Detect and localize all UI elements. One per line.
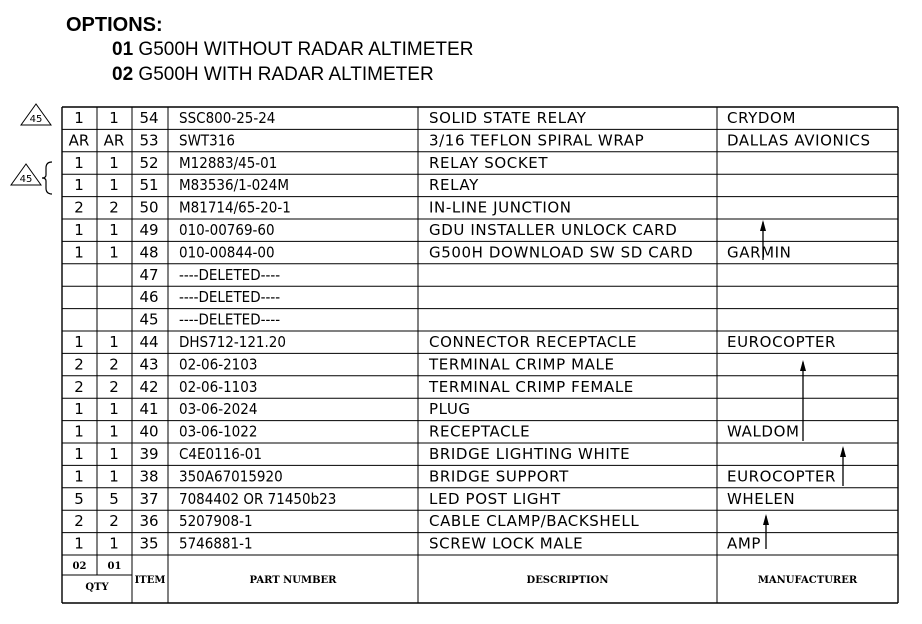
table-row [74,154,548,172]
option-text: G500H WITHOUT RADAR ALTIMETER [138,39,474,60]
description-cell: RELAY SOCKET [429,153,549,172]
table-row [139,266,280,284]
item-number-cell: 49 [139,221,159,239]
revision-flag [21,104,51,125]
item-number-cell: 45 [139,310,159,329]
item-number-cell: 40 [139,422,159,441]
manufacturer-header: MANUFACTURER [757,575,858,586]
options-title: OPTIONS: [66,14,163,36]
qty-01-cell: 1 [109,221,119,239]
table-row [74,445,630,463]
description-cell: BRIDGE LIGHTING WHITE [429,445,631,463]
qty-01-cell: AR [103,131,125,150]
leader-arrow [763,514,769,549]
description-cell: PLUG [429,400,471,419]
qty-02-cell: 2 [74,355,84,374]
arrowhead-icon [800,360,806,371]
qty-01-cell: 1 [109,333,119,351]
manufacturer-cell: EUROCOPTER [727,467,837,486]
qty-01-cell: 2 [109,512,119,531]
table-row [74,109,796,127]
revision-flag-label: 45 [29,114,43,125]
item-number-cell: 50 [139,198,159,217]
qty-02-header: 02 [72,561,87,572]
description-cell: SCREW LOCK MALE [429,534,584,553]
revision-flag-label: 45 [19,174,33,185]
table-row [74,243,791,261]
qty-02-cell: 1 [74,333,84,351]
description-cell: BRIDGE SUPPORT [429,467,569,486]
qty-01-cell: 2 [109,198,119,217]
option-code: 01 [112,39,134,60]
qty-02-cell: 2 [74,198,84,217]
part-number-cell: DHS712-121.20 [179,333,286,351]
item-number-cell: 38 [139,467,159,486]
qty-01-cell: 1 [109,534,119,553]
arrowhead-icon [763,514,769,525]
qty-header: QTY [85,582,109,593]
part-number-cell: 7084402 OR 71450b23 [179,489,337,508]
manufacturer-cell: GARMIN [727,243,792,262]
arrowhead-icon [840,446,846,457]
table-row [74,512,639,530]
description-cell: RECEPTACLE [429,422,531,441]
part-number-cell: ----DELETED---- [179,310,281,329]
manufacturer-cell: WALDOM [727,422,800,441]
qty-02-cell: AR [68,131,90,150]
qty-02-cell: 1 [74,109,84,127]
table-row [69,131,871,149]
qty-01-cell: 1 [109,109,119,127]
qty-01-cell: 1 [109,445,119,463]
part-number-cell: 5746881-1 [179,534,253,553]
table-row [74,467,836,485]
qty-02-cell: 1 [74,400,84,419]
description-cell: CONNECTOR RECEPTACLE [429,333,638,351]
option-text: G500H WITH RADAR ALTIMETER [138,64,434,85]
revision-flag [11,164,41,185]
item-number-cell: 35 [139,534,159,553]
part-number-cell: 03-06-1022 [179,422,258,441]
item-number-cell: 43 [139,355,159,374]
item-number-cell: 39 [139,445,159,463]
description-cell: TERMINAL CRIMP MALE [429,355,615,374]
item-number-cell: 46 [139,288,159,307]
leader-arrow [840,446,846,486]
description-cell: SOLID STATE RELAY [429,109,587,127]
description-cell: CABLE CLAMP/BACKSHELL [429,512,640,531]
table-row [74,400,470,418]
table-row [74,423,799,441]
item-number-cell: 52 [139,153,159,172]
qty-01-header: 01 [107,561,122,572]
table-row [74,378,634,396]
item-number-cell: 48 [139,243,159,262]
part-number-cell: 03-06-2024 [179,400,258,419]
qty-02-cell: 2 [74,377,84,396]
qty-02-cell: 5 [74,489,84,508]
item-number-cell: 44 [139,333,159,351]
qty-02-cell: 1 [74,221,84,239]
part-number-cell: SSC800-25-24 [179,109,276,127]
qty-01-cell: 2 [109,355,119,374]
qty-02-cell: 1 [74,176,84,195]
qty-02-cell: 1 [74,445,84,463]
qty-01-cell: 1 [109,467,119,486]
item-number-cell: 37 [139,489,159,508]
qty-01-cell: 5 [109,489,119,508]
qty-01-cell: 1 [109,400,119,419]
item-header: ITEM [134,575,166,586]
part-number-cell: M12883/45-01 [179,153,278,172]
table-row [74,490,795,508]
option-code: 02 [112,64,134,85]
manufacturer-cell: WHELEN [727,489,796,508]
qty-02-cell: 1 [74,153,84,172]
part-number-cell: SWT316 [179,131,235,150]
description-cell: G500H DOWNLOAD SW SD CARD [429,243,694,262]
description-cell: 3/16 TEFLON SPIRAL WRAP [429,131,645,150]
qty-01-cell: 1 [109,153,119,172]
manufacturer-cell: DALLAS AVIONICS [727,131,871,150]
qty-02-cell: 2 [74,512,84,531]
part-number-header: PART NUMBER [249,575,337,586]
qty-01-cell: 1 [109,176,119,195]
table-row [74,355,614,373]
part-number-cell: M81714/65-20-1 [179,198,291,217]
part-number-cell: 350A67015920 [179,467,283,486]
item-number-cell: 42 [139,377,159,396]
part-number-cell: C4E0116-01 [179,445,262,463]
leader-arrow [800,360,806,441]
part-number-cell: ----DELETED---- [179,265,281,284]
brace-icon [42,162,52,194]
description-cell: GDU INSTALLER UNLOCK CARD [429,221,678,239]
table-row [74,333,836,351]
part-number-cell: 02-06-1103 [179,377,258,396]
item-number-cell: 54 [139,109,159,127]
table-row [139,288,280,306]
table-row [74,199,571,217]
manufacturer-cell: AMP [727,534,762,553]
part-number-cell: ----DELETED---- [179,288,281,307]
part-number-cell: 02-06-2103 [179,355,258,374]
part-number-cell: 5207908-1 [179,512,253,531]
item-number-cell: 41 [139,400,159,419]
qty-02-cell: 1 [74,534,84,553]
description-cell: IN-LINE JUNCTION [429,198,572,217]
qty-02-cell: 1 [74,243,84,262]
manufacturer-cell: EUROCOPTER [727,333,837,351]
qty-01-cell: 1 [109,422,119,441]
item-number-cell: 36 [139,512,159,531]
description-cell: LED POST LIGHT [429,489,561,508]
qty-02-cell: 1 [74,422,84,441]
description-header: DESCRIPTION [526,575,609,586]
part-number-cell: M83536/1-024M [179,176,289,195]
manufacturer-cell: CRYDOM [727,109,796,127]
arrowhead-icon [760,220,766,231]
part-number-cell: 010-00844-00 [179,243,275,262]
item-number-cell: 51 [139,176,159,195]
part-number-cell: 010-00769-60 [179,221,275,239]
qty-01-cell: 1 [109,243,119,262]
table-row [74,221,677,239]
description-cell: RELAY [429,176,479,195]
qty-01-cell: 2 [109,377,119,396]
qty-02-cell: 1 [74,467,84,486]
item-number-cell: 47 [139,265,159,284]
description-cell: TERMINAL CRIMP FEMALE [429,377,634,396]
item-number-cell: 53 [139,131,159,150]
table-row [139,311,280,329]
